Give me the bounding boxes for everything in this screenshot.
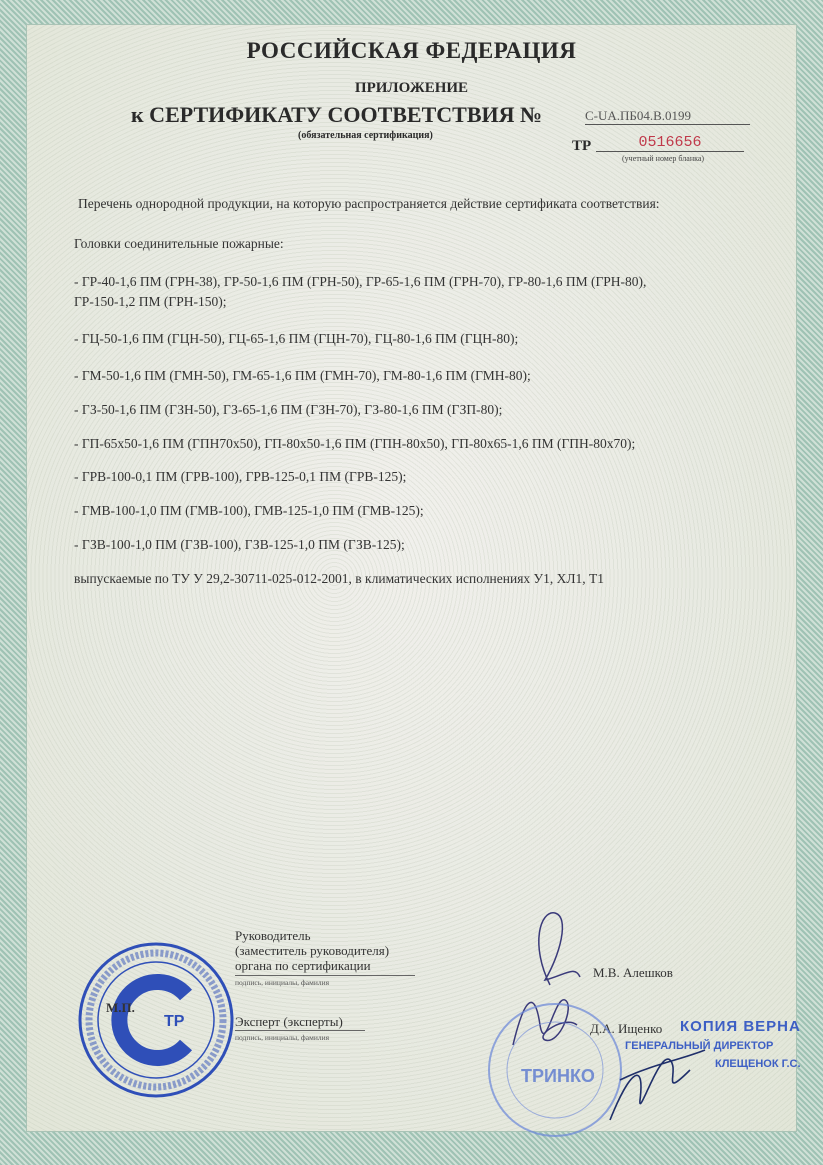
- certificate-number: С-UA.ПБ04.В.0199: [585, 108, 750, 125]
- head-label: Руководитель: [235, 928, 311, 943]
- list-item: - ГЦ-50-1,6 ПМ (ГЦН-50), ГЦ-65-1,6 ПМ (ГЦН-70), ГЦ-80-1,6 ПМ (ГЦН-80);: [74, 331, 519, 346]
- expert-label: Эксперт (эксперты): [235, 1014, 343, 1029]
- expert-name: Д.А. Ищенко: [590, 1021, 663, 1036]
- mp-label: М.П.: [106, 1000, 135, 1015]
- copy-stamp-name: КЛЕЩЕНОК Г.С.: [715, 1058, 801, 1070]
- svg-text:ТР: ТР: [164, 1013, 185, 1030]
- expert-note: подпись, инициалы, фамилия: [235, 1033, 330, 1042]
- product-heading: Головки соединительные пожарные:: [74, 236, 284, 251]
- copy-stamp-position: ГЕНЕРАЛЬНЫЙ ДИРЕКТОР: [625, 1040, 774, 1052]
- signature-note: подпись, инициалы, фамилия: [235, 978, 330, 987]
- expert-line: [235, 1030, 365, 1031]
- certificate-title: к СЕРТИФИКАТУ СООТВЕТСТВИЯ №: [131, 102, 543, 127]
- svg-text:ТРИНКО: ТРИНКО: [521, 1066, 595, 1086]
- head-label-deputy: (заместитель руководителя): [235, 943, 390, 958]
- list-item: - ГЗВ-100-1,0 ПМ (ГЗВ-100), ГЗВ-125-1,0 ПМ (ГЗВ-125);: [74, 537, 405, 552]
- director-signature: [600, 1030, 710, 1130]
- list-item: - ГРВ-100-0,1 ПМ (ГРВ-100), ГРВ-125-0,1 ПМ (ГРВ-125);: [74, 469, 407, 484]
- blank-number: 0516656: [596, 134, 744, 152]
- list-item: - ГМ-50-1,6 ПМ (ГМН-50), ГМ-65-1,6 ПМ (ГМН-70), ГМ-80-1,6 ПМ (ГМН-80);: [74, 368, 531, 383]
- head-signature: [520, 905, 610, 995]
- list-item: - ГП-65х50-1,6 ПМ (ГПН70х50), ГП-80х50-1,6 ПМ (ГПН-80х50), ГП-80х65-1,6 ПМ (ГПН-80х70);: [74, 436, 636, 451]
- country-title: РОССИЙСКАЯ ФЕДЕРАЦИЯ: [246, 38, 577, 63]
- tp-label: ТР: [572, 138, 592, 154]
- mandatory-note: (обязательная сертификация): [298, 130, 433, 141]
- head-label-body: органа по сертификации: [235, 958, 371, 973]
- list-item: ГР-150-1,2 ПМ (ГРН-150);: [74, 294, 227, 309]
- appendix-title: ПРИЛОЖЕНИЕ: [354, 80, 469, 96]
- blank-note: (учетный номер бланка): [622, 154, 705, 163]
- copy-stamp-title: КОПИЯ ВЕРНА: [680, 1018, 801, 1035]
- footer-text: выпускаемые по ТУ У 29,2-30711-025-012-2001, в климатических исполнениях У1, ХЛ1, Т1: [74, 571, 605, 586]
- head-name: М.В. Алешков: [593, 965, 673, 980]
- list-item: - ГМВ-100-1,0 ПМ (ГМВ-100), ГМВ-125-1,0 ПМ (ГМВ-125);: [74, 503, 424, 518]
- signature-line: [235, 975, 415, 976]
- list-item: - ГЗ-50-1,6 ПМ (ГЗН-50), ГЗ-65-1,6 ПМ (ГЗН-70), ГЗ-80-1,6 ПМ (ГЗП-80);: [74, 402, 503, 417]
- certification-seal: [76, 940, 236, 1100]
- intro-text: Перечень однородной продукции, на которую распространяется действие сертификата соответствия:: [78, 196, 660, 211]
- list-item: - ГР-40-1,6 ПМ (ГРН-38), ГР-50-1,6 ПМ (ГРН-50), ГР-65-1,6 ПМ (ГРН-70), ГР-80-1,6 ПМ (ГРН-80),: [74, 274, 647, 289]
